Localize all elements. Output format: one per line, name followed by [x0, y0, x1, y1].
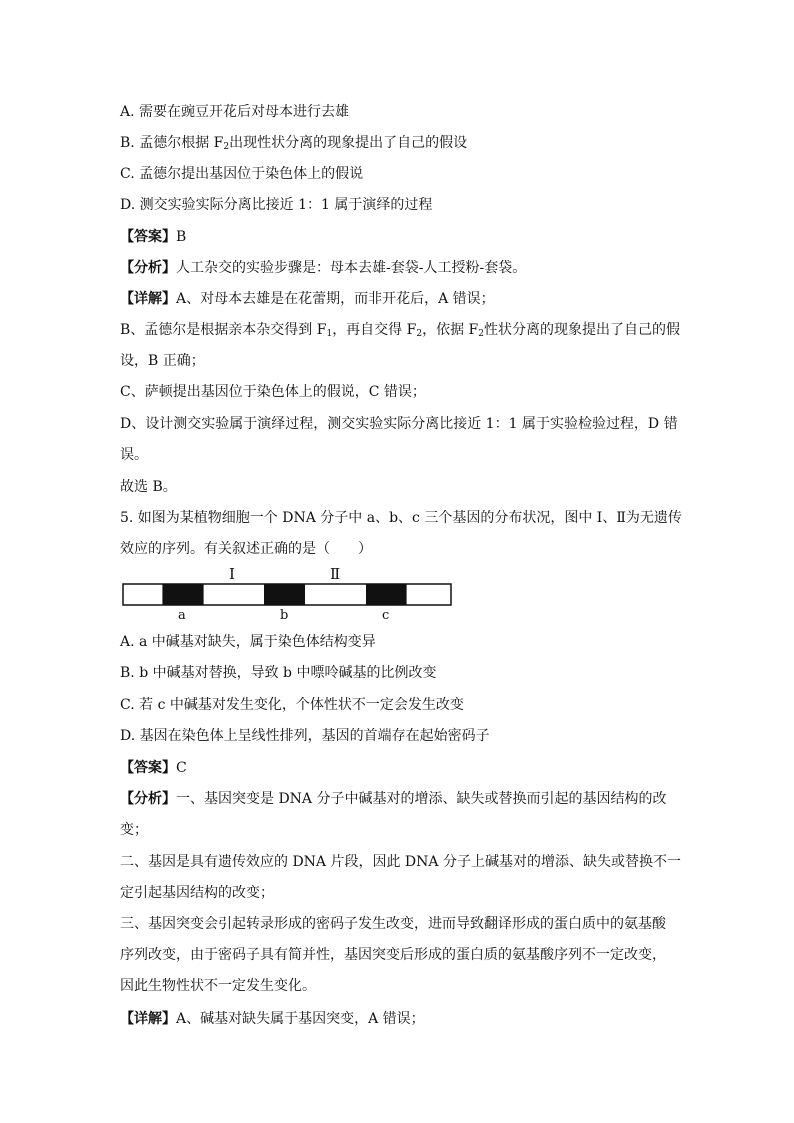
dna-strand — [122, 583, 454, 607]
detail-tag: 【详解】 — [120, 1011, 176, 1027]
q4-detail-c: C、萨顿提出基因位于染色体上的假说，C 错误； — [120, 384, 426, 400]
detail-tag: 【详解】 — [120, 291, 176, 307]
q5-stem-line1: 5. 如图为某植物细胞一个 DNA 分子中 a、b、c 三个基因的分布状况，图中 I、Ⅱ为无遗传 — [120, 510, 682, 526]
analysis-tag: 【分析】 — [120, 791, 176, 807]
detail-b-text: ，再自交得 F — [332, 322, 417, 338]
analysis-text: 一、基因突变是 DNA 分子中碱基对的增添、缺失或替换而引起的基因结构的改 — [176, 791, 667, 807]
gene-label-c: c — [382, 608, 390, 623]
q5-option-d: D. 基因在染色体上呈线性排列，基因的首端存在起始密码子 — [120, 728, 490, 744]
q4-detail-a — [120, 289, 680, 309]
answer-value: C — [176, 760, 187, 776]
q5-stem-line2: 效应的序列。有关叙述正确的是（ ） — [120, 541, 372, 557]
q5-analysis-p3c: 因此生物性状不一定发生变化。 — [120, 978, 316, 994]
gene-label-b: b — [280, 608, 289, 623]
detail-b-sub: 1 — [326, 329, 333, 339]
q4-detail-d1: D、设计测交实验属于演绎过程，测交实验实际分离比接近 1：1 属于实验检验过程，D 错 — [120, 416, 678, 432]
answer-value: B — [176, 229, 187, 245]
q5-analysis-p2a: 二、基因是具有遗传效应的 DNA 片段，因此 DNA 分子上碱基对的增添、缺失或替换不一 — [120, 854, 681, 870]
q4-option-d: D. 测交实验实际分离比接近 1：1 属于演绎的过程 — [120, 197, 433, 213]
detail-b-text: 性状分离的现象提出了自己的假 — [484, 322, 680, 338]
q5-option-a: A. a 中碱基对缺失，属于染色体结构变异 — [120, 634, 376, 650]
region-label-ii: Ⅱ — [330, 565, 341, 583]
q5-option-c: C. 若 c 中碱基对发生变化，个体性状不一定会发生改变 — [120, 697, 464, 713]
q4-option-b-sub: 2 — [223, 142, 230, 152]
detail-b-text: ，依据 F — [422, 322, 479, 338]
region-label-i: I — [229, 565, 235, 583]
gene-block-b — [264, 584, 305, 605]
q4-detail-b1 — [120, 320, 680, 340]
q5-analysis-p3a: 三、基因突变会引起转录形成的密码子发生改变，进而导致翻译形成的蛋白质中的氨基酸 — [120, 916, 666, 932]
q4-conclusion: 故选 B。 — [120, 479, 177, 495]
detail-text: A、对母本去雄是在花蕾期，而非开花后，A 错误； — [176, 291, 495, 307]
q5-analysis-p1a — [120, 789, 680, 809]
q5-analysis-p2b: 定引起基因结构的改变； — [120, 885, 274, 901]
q4-option-b — [120, 133, 680, 153]
q5-detail-a — [120, 1009, 680, 1029]
analysis-tag: 【分析】 — [120, 260, 176, 276]
gene-block-c — [366, 584, 406, 605]
detail-b-sub: 2 — [416, 329, 423, 339]
gene-block-a — [163, 584, 203, 605]
answer-tag: 【答案】 — [120, 760, 176, 776]
q4-analysis — [120, 258, 680, 278]
q4-option-b-text-end: 出现性状分离的现象提出了自己的假设 — [229, 135, 468, 151]
detail-b-text: B、孟德尔是根据亲本杂交得到 F — [120, 322, 327, 338]
q4-detail-b2: 设，B 正确； — [120, 353, 205, 369]
q4-option-a: A. 需要在豌豆开花后对母本进行去雄 — [120, 104, 350, 120]
detail-text: A、碱基对缺失属于基因突变，A 错误； — [176, 1011, 425, 1027]
q5-answer — [120, 758, 680, 778]
analysis-text: 人工杂交的实验步骤是：母本去雄-套袋-人工授粉-套袋。 — [176, 260, 527, 276]
q5-analysis-p1b: 变； — [120, 822, 148, 838]
q5-option-b: B. b 中碱基对替换，导致 b 中嘌呤碱基的比例改变 — [120, 665, 437, 681]
q4-answer — [120, 227, 680, 247]
answer-tag: 【答案】 — [120, 229, 176, 245]
q4-option-c: C. 孟德尔提出基因位于染色体上的假说 — [120, 166, 364, 182]
gene-label-a: a — [178, 608, 186, 623]
q5-analysis-p3b: 序列改变，由于密码子具有简并性，基因突变后形成的蛋白质的氨基酸序列不一定改变， — [120, 947, 666, 963]
q4-option-b-text: B. 孟德尔根据 F — [120, 135, 224, 151]
detail-b-sub: 2 — [478, 329, 484, 339]
q4-detail-d2: 误。 — [120, 447, 148, 463]
